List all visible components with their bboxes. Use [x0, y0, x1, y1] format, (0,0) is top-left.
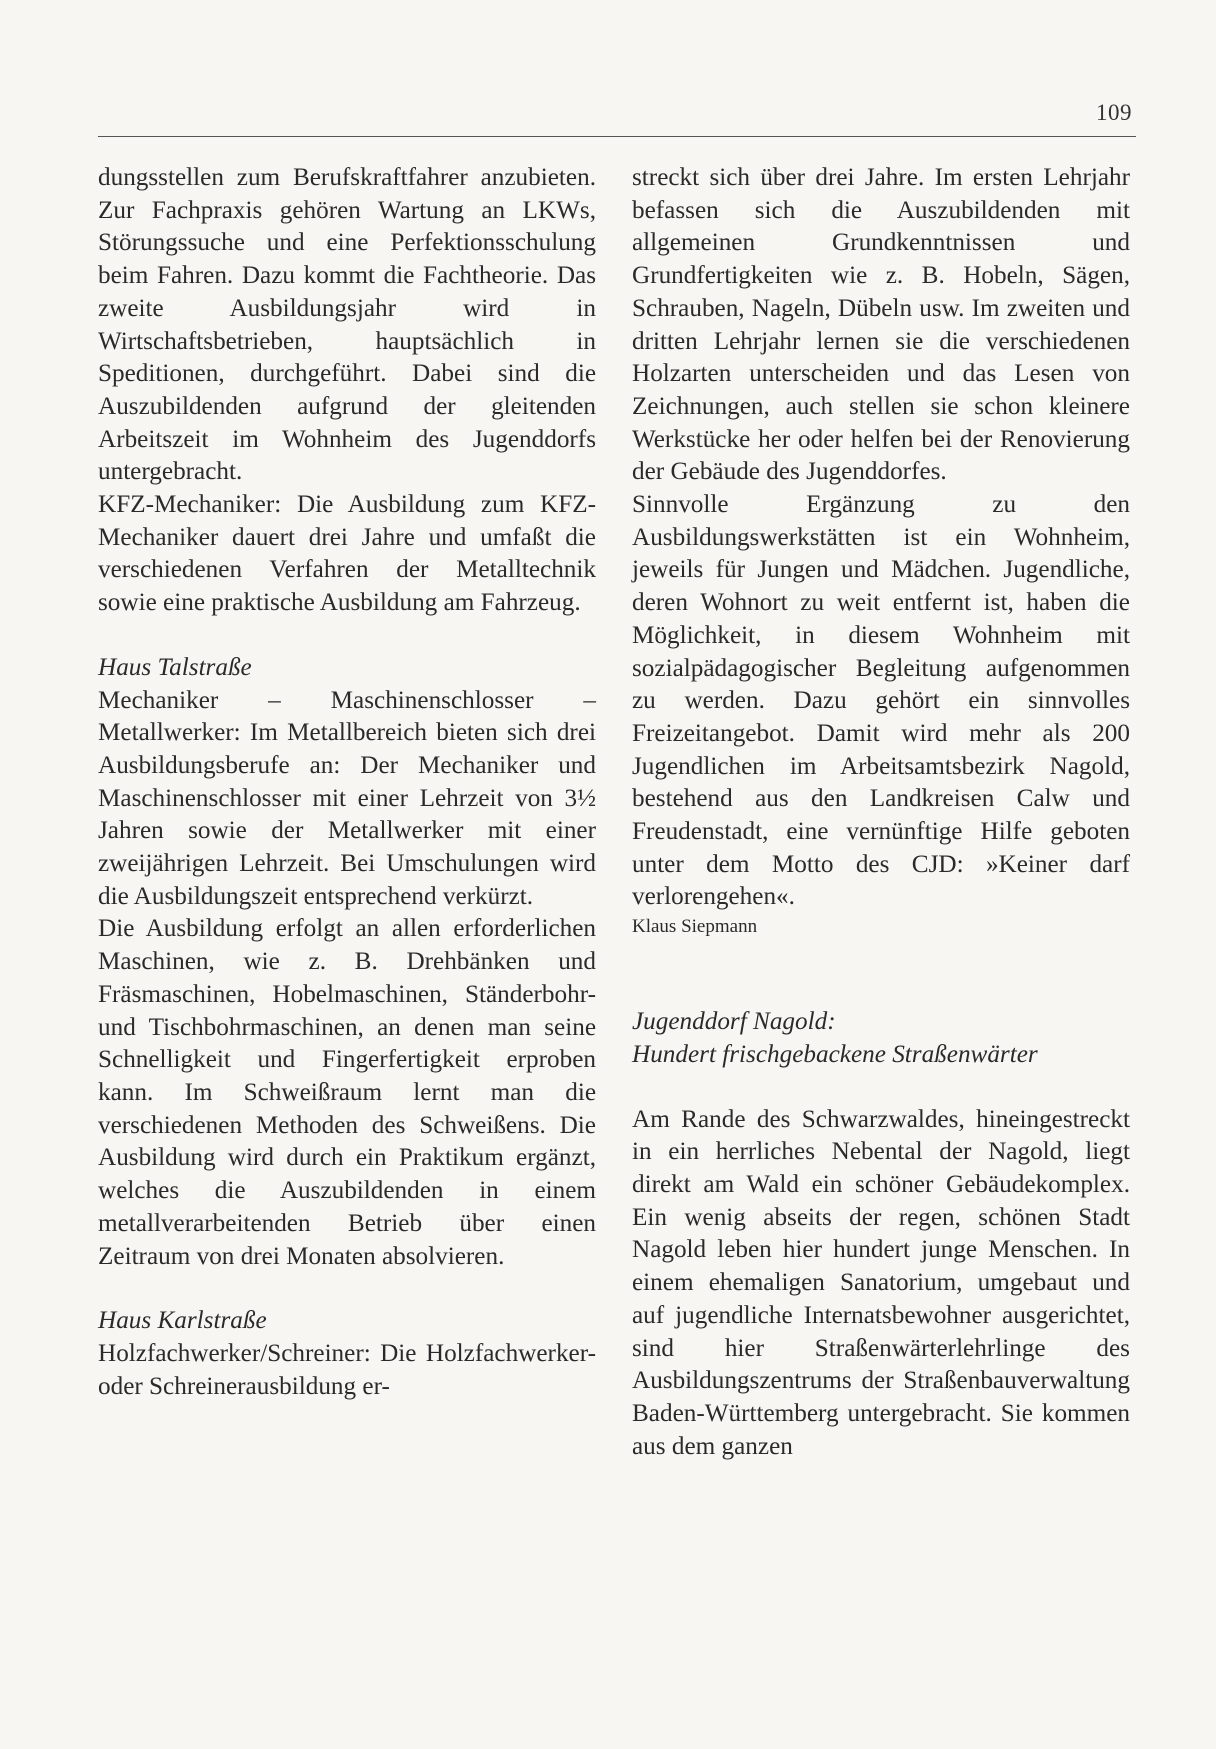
paragraph: dungsstellen zum Berufskraftfahrer anzubieten. Zur Fachpraxis gehören Wartung an LKWs, Störungssuche und eine Perfektionsschulung beim Fahren. Dazu kommt die Fachtheorie. Das zweite Ausbildungsjahr wird in Wirtschaftsbetrieben, hauptsächlich in Speditionen, durchgeführt. Dabei sind die Auszubildenden aufgrund der gleitenden Arbeitszeit im Wohnheim des Jugenddorfs untergebracht. — [98, 164, 596, 486]
paragraph: Am Rande des Schwarzwaldes, hineingestreckt in ein herrliches Nebental der Nagold, liegt direkt am Wald ein schöner Gebäudekomplex. Ein wenig abseits der regen, schönen Stadt Nagold leben hier hundert junge Menschen. In einem ehemaligen Sanatorium, umgebaut und auf jugendliche Internatsbewohner ausgerichtet, sind hier Straßenwärterlehrlinge des Ausbildungszentrums der Straßenbauverwaltung Baden-Württemberg untergebracht. Sie kommen aus dem ganzen — [632, 1105, 1130, 1460]
paragraph: streckt sich über drei Jahre. Im ersten Lehrjahr befassen sich die Auszubildenden mit allgemeinen Grundkenntnissen und Grundfertigkeiten wie z. B. Hobeln, Sägen, Schrauben, Nageln, Dübeln usw. Im zweiten und dritten Lehrjahr lernen sie die verschiedenen Holzarten unterscheiden und das Lesen von Zeichnungen, auch stellen sie schon kleinere Werkstücke her oder helfen bei der Renovierung der Gebäude des Jugenddorfes. — [632, 164, 1130, 486]
section-heading: Haus Karlstraße — [98, 1307, 267, 1335]
paragraph: Holzfachwerker/Schreiner: Die Holzfachwerker- oder Schreinerausbildung er- — [98, 1339, 596, 1400]
paragraph: Mechaniker – Maschinenschlosser – Metallwerker: Im Metallbereich bieten sich drei Ausbildungsberufe an: Der Mechaniker und Maschinenschlosser mit einer Lehrzeit von 3½ Jahren sowie der Metallwerker mit einer zweijährigen Lehrzeit. Bei Umschulungen wird die Ausbildungszeit entsprechend verkürzt. — [98, 686, 596, 910]
paragraph: Die Ausbildung erfolgt an allen erforderlichen Maschinen, wie z. B. Drehbänken und Fräsmaschinen, Hobelmaschinen, Ständerbohr- und Tischbohrmaschinen, an denen man seine Schnelligkeit und Fingerfertigkeit erproben kann. Im Schweißraum lernt man die verschiedenen Methoden des Schweißens. Die Ausbildung wird durch ein Praktikum ergänzt, welches die Auszubildenden in einem metallverarbeitenden Betrieb über einen Zeitraum von drei Monaten absolvieren. — [98, 915, 596, 1270]
paragraph: KFZ-Mechaniker: Die Ausbildung zum KFZ-Mechaniker dauert drei Jahre und umfaßt die verschiedenen Verfahren der Metalltechnik sowie eine praktische Ausbildung am Fahrzeug. — [98, 491, 596, 617]
page-number: 109 — [1096, 100, 1132, 125]
article-title: Jugenddorf Nagold: — [632, 1008, 836, 1036]
left-column — [98, 162, 596, 1403]
right-column — [632, 162, 1130, 1463]
paragraph: Sinnvolle Ergänzung zu den Ausbildungswerkstätten ist ein Wohnheim, jeweils für Jungen und Mädchen. Jugendliche, deren Wohnort zu weit entfernt ist, haben die Möglichkeit, in diesem Wohnheim mit sozialpädagogischer Begleitung aufgenommen zu werden. Dazu gehört ein sinnvolles Freizeitangebot. Damit wird mehr als 200 Jugendlichen im Arbeitsamtsbezirk Nagold, bestehend aus den Landkreisen Calw und Freudenstadt, eine vernünftige Hilfe geboten unter dem Motto des CJD: »Keiner darf verlorengehen«. — [632, 491, 1130, 911]
article-title: Hundert frischgebackene Straßenwärter — [632, 1040, 1038, 1068]
section-heading: Haus Talstraße — [98, 653, 252, 681]
author-signature: Klaus Siepmann — [632, 916, 758, 938]
header-rule — [98, 136, 1136, 137]
